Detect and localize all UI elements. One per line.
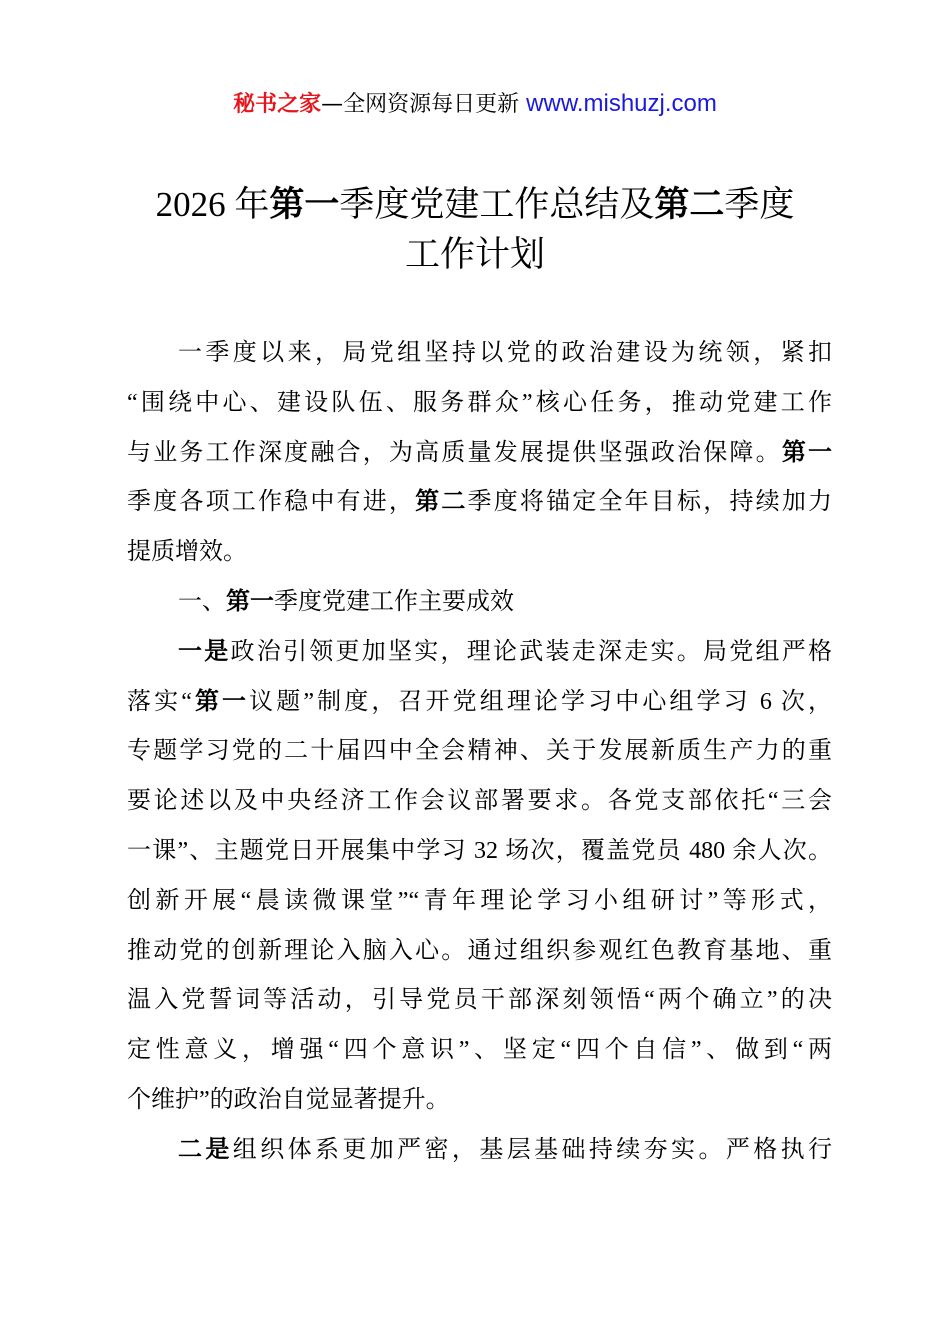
text-line — [127, 478, 832, 528]
text-run: 专题学习党的二十届四中全会精神、关于发展新质生产力的重 — [127, 738, 832, 765]
document-title — [0, 180, 950, 280]
text-run: 提质增效。 — [127, 539, 247, 566]
text-run: 议题”制度，召开党组理论学习中心组学习 6 次， — [249, 688, 833, 715]
text-line — [127, 976, 832, 1026]
text-run: 季度党建工作总结及 — [339, 185, 655, 224]
text-line — [127, 429, 832, 479]
bold-text: 第一 — [781, 439, 833, 466]
text-line — [127, 628, 832, 678]
text-run: 一季度以来，局党组坚持以党的政治建设为统领，紧扣 — [178, 340, 832, 366]
bold-text: 第一 — [191, 688, 250, 715]
brand-name: 秘书之家 — [233, 92, 322, 117]
bold-text: 第二 — [654, 185, 725, 224]
text-run: 定性意义，增强“四个意识”、坚定“四个自信”、做到“两 — [127, 1037, 832, 1064]
text-line — [127, 927, 832, 977]
text-run: 2026 年 — [155, 185, 270, 224]
bold-text: 第一 — [269, 185, 340, 224]
text-line — [127, 827, 832, 877]
text-run: “围绕中心、建设队伍、服务群众”核心任务，推动党建工作 — [127, 389, 832, 416]
text-run: 要论述以及中央经济工作会议部署要求。各党支部依托“三会 — [127, 788, 832, 815]
text-line — [127, 727, 832, 777]
bold-text: 二是 — [178, 1136, 233, 1163]
banner-slogan: —全网资源每日更新 — [321, 92, 527, 117]
bold-text: 一是 — [178, 638, 231, 665]
text-run: 季度各项工作稳中有进， — [127, 489, 416, 516]
text-line — [127, 578, 832, 628]
text-line — [127, 329, 832, 379]
text-line — [127, 678, 832, 728]
text-run: 与业务工作深度融合，为高质量发展提供坚强政治保障。 — [127, 439, 782, 466]
text-line — [127, 1076, 832, 1126]
text-run: 创新开展“晨读微课堂”“青年理论学习小组研讨”等形式， — [127, 887, 832, 914]
text-run: 推动党的创新理论入脑入心。通过组织参观红色教育基地、重 — [127, 937, 832, 964]
text-run: 一课”、主题党日开展集中学习 32 场次，覆盖党员 480 余人次。 — [127, 837, 832, 864]
text-line — [127, 777, 832, 827]
text-run: 政治引领更加坚实，理论武装走深走实。局党组严格 — [230, 638, 832, 665]
text-line — [127, 379, 832, 429]
document-body — [127, 329, 832, 1176]
text-run: 一、 — [178, 588, 226, 615]
text-line — [127, 1026, 832, 1076]
text-run: 温入党誓词等活动，引导党员干部深刻领悟“两个确立”的决 — [127, 987, 832, 1014]
text-run: 工作计划 — [404, 235, 545, 274]
text-run: 季度将锚定全年目标，持续加力 — [467, 489, 833, 516]
text-line — [127, 1126, 832, 1176]
text-run: 组织体系更加严密，基层基础持续夯实。严格执行 — [232, 1136, 833, 1163]
text-run: 季度 — [724, 185, 795, 224]
title-line-1 — [0, 180, 950, 230]
site-banner — [0, 88, 950, 121]
text-line — [127, 528, 832, 578]
text-run: 季度党建工作主要成效 — [274, 588, 514, 615]
text-run: 落实“ — [127, 688, 192, 715]
bold-text: 第二 — [415, 489, 468, 516]
bold-text: 第一 — [226, 588, 274, 615]
text-run: 个维护”的政治自觉显著提升。 — [127, 1086, 450, 1113]
text-line — [127, 877, 832, 927]
site-url-link[interactable]: www.mishuzj.com — [526, 90, 717, 117]
title-line-2 — [0, 230, 950, 280]
